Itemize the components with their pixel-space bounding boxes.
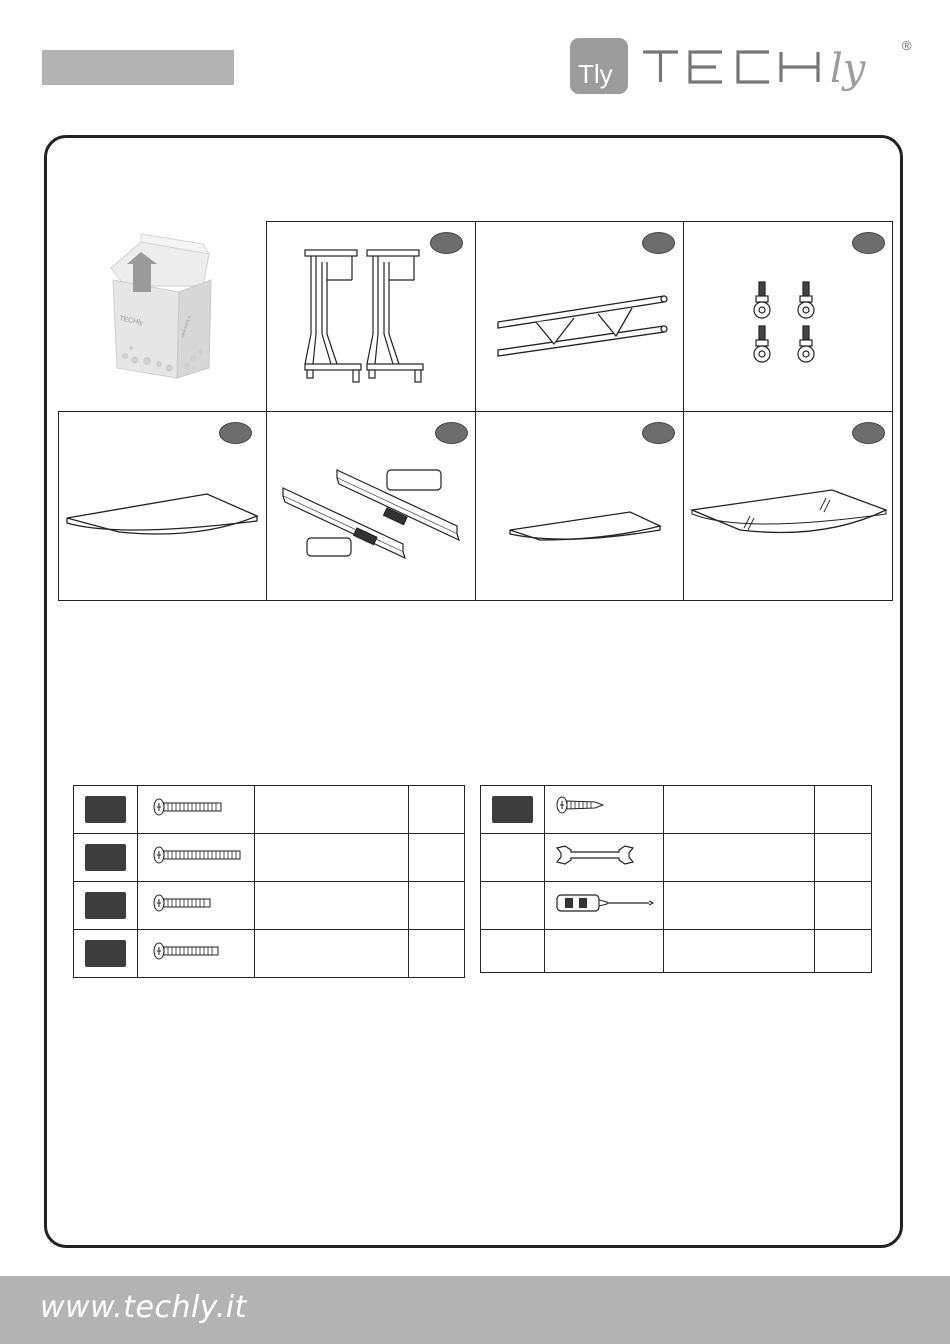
long-bolt-icon	[138, 786, 254, 828]
part-desktop	[58, 411, 267, 601]
hardware-image-cell	[137, 882, 254, 930]
part-number-badge	[435, 422, 468, 444]
quantity-cell	[815, 834, 872, 882]
hardware-key-cell	[481, 882, 545, 930]
part-number-badge	[642, 422, 675, 444]
quantity-cell	[409, 786, 465, 834]
quantity-cell	[409, 882, 465, 930]
quantity-cell	[409, 834, 465, 882]
table-row	[74, 882, 465, 930]
footer-bar	[0, 1276, 950, 1344]
hardware-key-cell	[74, 930, 138, 978]
description-cell	[663, 882, 815, 930]
hardware-image-cell	[544, 834, 663, 882]
logo-script-text: ly	[830, 46, 866, 92]
footer-website-link[interactable]: www.techly.it	[40, 1290, 247, 1325]
description-cell	[254, 834, 409, 882]
part-casters	[683, 221, 893, 412]
description-cell	[663, 834, 815, 882]
wrench-icon	[545, 834, 663, 876]
part-glass	[683, 411, 893, 601]
parts-grid	[58, 221, 893, 601]
hardware-key	[85, 892, 126, 919]
part-number-badge	[219, 422, 252, 444]
screwdriver-icon	[545, 882, 663, 924]
table-row	[481, 834, 872, 882]
description-cell	[254, 930, 409, 978]
hardware-table-right	[480, 785, 872, 973]
part-number-badge	[852, 232, 885, 254]
hardware-key-cell	[74, 882, 138, 930]
registered-mark: ®	[902, 38, 912, 53]
hardware-image-cell	[137, 786, 254, 834]
table-row	[74, 930, 465, 978]
table-row	[74, 786, 465, 834]
table-row	[74, 834, 465, 882]
part-number-badge	[642, 232, 675, 254]
part-legs	[266, 221, 476, 412]
table-row	[481, 786, 872, 834]
part-shelf	[475, 411, 684, 601]
description-cell	[663, 786, 815, 834]
hardware-key-cell	[481, 930, 545, 973]
quantity-cell	[815, 882, 872, 930]
hardware-key-cell	[481, 834, 545, 882]
medium-bolt-icon	[138, 930, 254, 972]
description-cell	[663, 930, 815, 973]
box-brand-text: TECHly	[118, 315, 144, 327]
table-row	[481, 882, 872, 930]
quantity-cell	[815, 930, 872, 973]
header-gray-bar	[42, 50, 234, 85]
hardware-key	[85, 940, 126, 967]
table-row	[481, 930, 872, 973]
hardware-image-cell	[544, 930, 663, 973]
part-number-badge	[852, 422, 885, 444]
hardware-table-left	[73, 785, 465, 978]
hardware-image-cell	[137, 930, 254, 978]
hardware-image-cell	[544, 786, 663, 834]
hardware-key	[492, 796, 533, 823]
logo-badge-text: Tly	[578, 59, 613, 89]
hardware-key-cell	[481, 786, 545, 834]
short-bolt-icon	[138, 882, 254, 924]
hardware-key	[85, 796, 126, 823]
part-drawer-rails	[266, 411, 476, 601]
extra-long-bolt-icon	[138, 834, 254, 876]
box-url-text: www.techly.it	[179, 315, 192, 339]
hardware-image-cell	[544, 882, 663, 930]
quantity-cell	[409, 930, 465, 978]
description-cell	[254, 786, 409, 834]
hardware-key-cell	[74, 786, 138, 834]
part-number-badge	[430, 232, 463, 254]
hardware-image-cell	[137, 834, 254, 882]
description-cell	[254, 882, 409, 930]
part-crossbar	[475, 221, 684, 412]
hardware-key-cell	[74, 834, 138, 882]
wood-screw-icon	[545, 786, 663, 828]
quantity-cell	[815, 786, 872, 834]
hardware-key	[85, 844, 126, 871]
techly-logo	[568, 28, 918, 120]
